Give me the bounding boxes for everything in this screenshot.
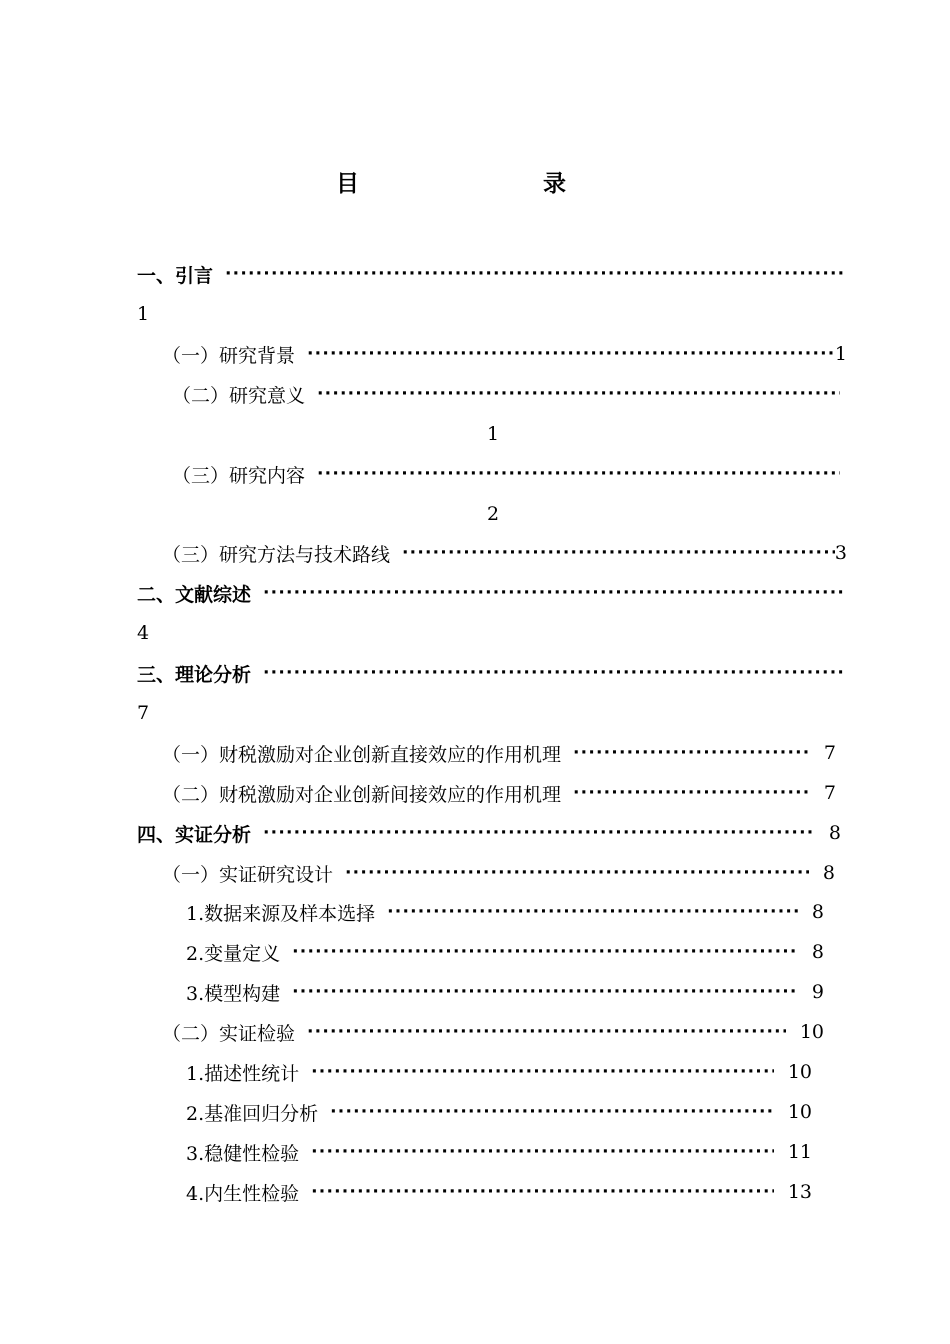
toc-entry-label: 2.变量定义 — [186, 942, 281, 965]
toc-page-number: 10 — [787, 1061, 812, 1083]
toc-page-number: 8 — [828, 822, 841, 844]
dot-leader — [402, 533, 835, 573]
toc-entry-4-1-3[interactable] — [186, 972, 824, 1012]
toc-entry-4-2-2[interactable] — [186, 1092, 812, 1132]
dot-leader — [573, 773, 810, 813]
toc-entry-4-2-3[interactable] — [186, 1132, 812, 1172]
toc-entry-4-1-2[interactable] — [186, 932, 824, 972]
dot-leader — [317, 374, 840, 414]
dot-leader — [345, 853, 809, 893]
toc-entry-1-4[interactable] — [162, 533, 847, 573]
toc-entry-label: 1.数据来源及样本选择 — [186, 902, 376, 925]
toc-entry-4-1-1[interactable] — [186, 892, 824, 932]
toc-entry-label: （二）实证检验 — [162, 1022, 296, 1045]
toc-page-number: 13 — [787, 1181, 812, 1203]
dot-leader — [292, 932, 798, 972]
toc-entry-label: （三）研究方法与技术路线 — [162, 543, 391, 566]
toc-entry-label: 4.内生性检验 — [186, 1182, 300, 1205]
dot-leader — [263, 813, 815, 853]
dot-leader — [307, 1012, 786, 1052]
toc-page-number: 8 — [822, 862, 835, 884]
toc-page-number: 7 — [823, 782, 836, 804]
toc-page-number: 3 — [834, 542, 847, 564]
toc-page-number: 8 — [811, 941, 824, 963]
toc-page-number: 1 — [487, 423, 500, 445]
page-title: 目 录 — [335, 171, 654, 197]
toc-entry-3-2[interactable] — [162, 773, 836, 813]
dot-leader — [263, 573, 845, 613]
dot-leader — [317, 454, 840, 494]
toc-entry-4-2[interactable] — [162, 1012, 824, 1052]
toc-entry-3-1[interactable] — [162, 733, 836, 773]
toc-page-number: 4 — [137, 622, 150, 644]
toc-entry-4-2-4[interactable] — [186, 1172, 812, 1212]
toc-page-number: 9 — [811, 981, 824, 1003]
dot-leader — [311, 1132, 774, 1172]
toc-entry-label: （一）研究背景 — [162, 344, 296, 367]
toc-entry-chapter-4[interactable] — [137, 813, 841, 853]
toc-page-number: 11 — [787, 1141, 812, 1163]
toc-entry-1-3[interactable] — [172, 454, 844, 494]
toc-entry-chapter-1[interactable] — [137, 254, 849, 294]
toc-entry-4-1[interactable] — [162, 853, 835, 893]
toc-page-number: 10 — [799, 1021, 824, 1043]
dot-leader — [263, 653, 845, 693]
dot-leader — [387, 892, 798, 932]
toc-page-number: 1 — [137, 303, 150, 325]
toc-entry-label: （一）财税激励对企业创新直接效应的作用机理 — [162, 743, 562, 766]
toc-entry-label: 2.基准回归分析 — [186, 1102, 319, 1125]
dot-leader — [292, 972, 798, 1012]
toc-page-number: 7 — [137, 702, 150, 724]
toc-entry-label: 三、理论分析 — [137, 663, 252, 686]
toc-entry-label: （一）实证研究设计 — [162, 863, 334, 886]
toc-page-number: 7 — [823, 742, 836, 764]
toc-entry-label: 一、引言 — [137, 264, 214, 287]
toc-entry-label: 1.描述性统计 — [186, 1062, 300, 1085]
toc-entry-label: 四、实证分析 — [137, 823, 252, 846]
dot-leader — [330, 1092, 774, 1132]
toc-entry-1-1[interactable] — [162, 334, 847, 374]
dot-leader — [225, 254, 845, 294]
dot-leader — [573, 733, 810, 773]
toc-page-number: 8 — [811, 901, 824, 923]
toc-entry-label: （二）研究意义 — [172, 384, 306, 407]
dot-leader — [311, 1172, 774, 1212]
toc-page-number: 1 — [834, 343, 847, 365]
toc-entry-label: 3.稳健性检验 — [186, 1142, 300, 1165]
toc-entry-1-2[interactable] — [172, 374, 844, 414]
toc-page-number: 2 — [487, 503, 500, 525]
toc-entry-label: （二）财税激励对企业创新间接效应的作用机理 — [162, 783, 562, 806]
toc-entry-chapter-3[interactable] — [137, 653, 849, 693]
toc-entry-chapter-2[interactable] — [137, 573, 849, 613]
toc-entry-label: 二、文献综述 — [137, 583, 252, 606]
dot-leader — [307, 334, 835, 374]
dot-leader — [311, 1052, 774, 1092]
toc-entry-label: 3.模型构建 — [186, 982, 281, 1005]
toc-page-number: 10 — [787, 1101, 812, 1123]
toc-entry-4-2-1[interactable] — [186, 1052, 812, 1092]
toc-entry-label: （三）研究内容 — [172, 464, 306, 487]
